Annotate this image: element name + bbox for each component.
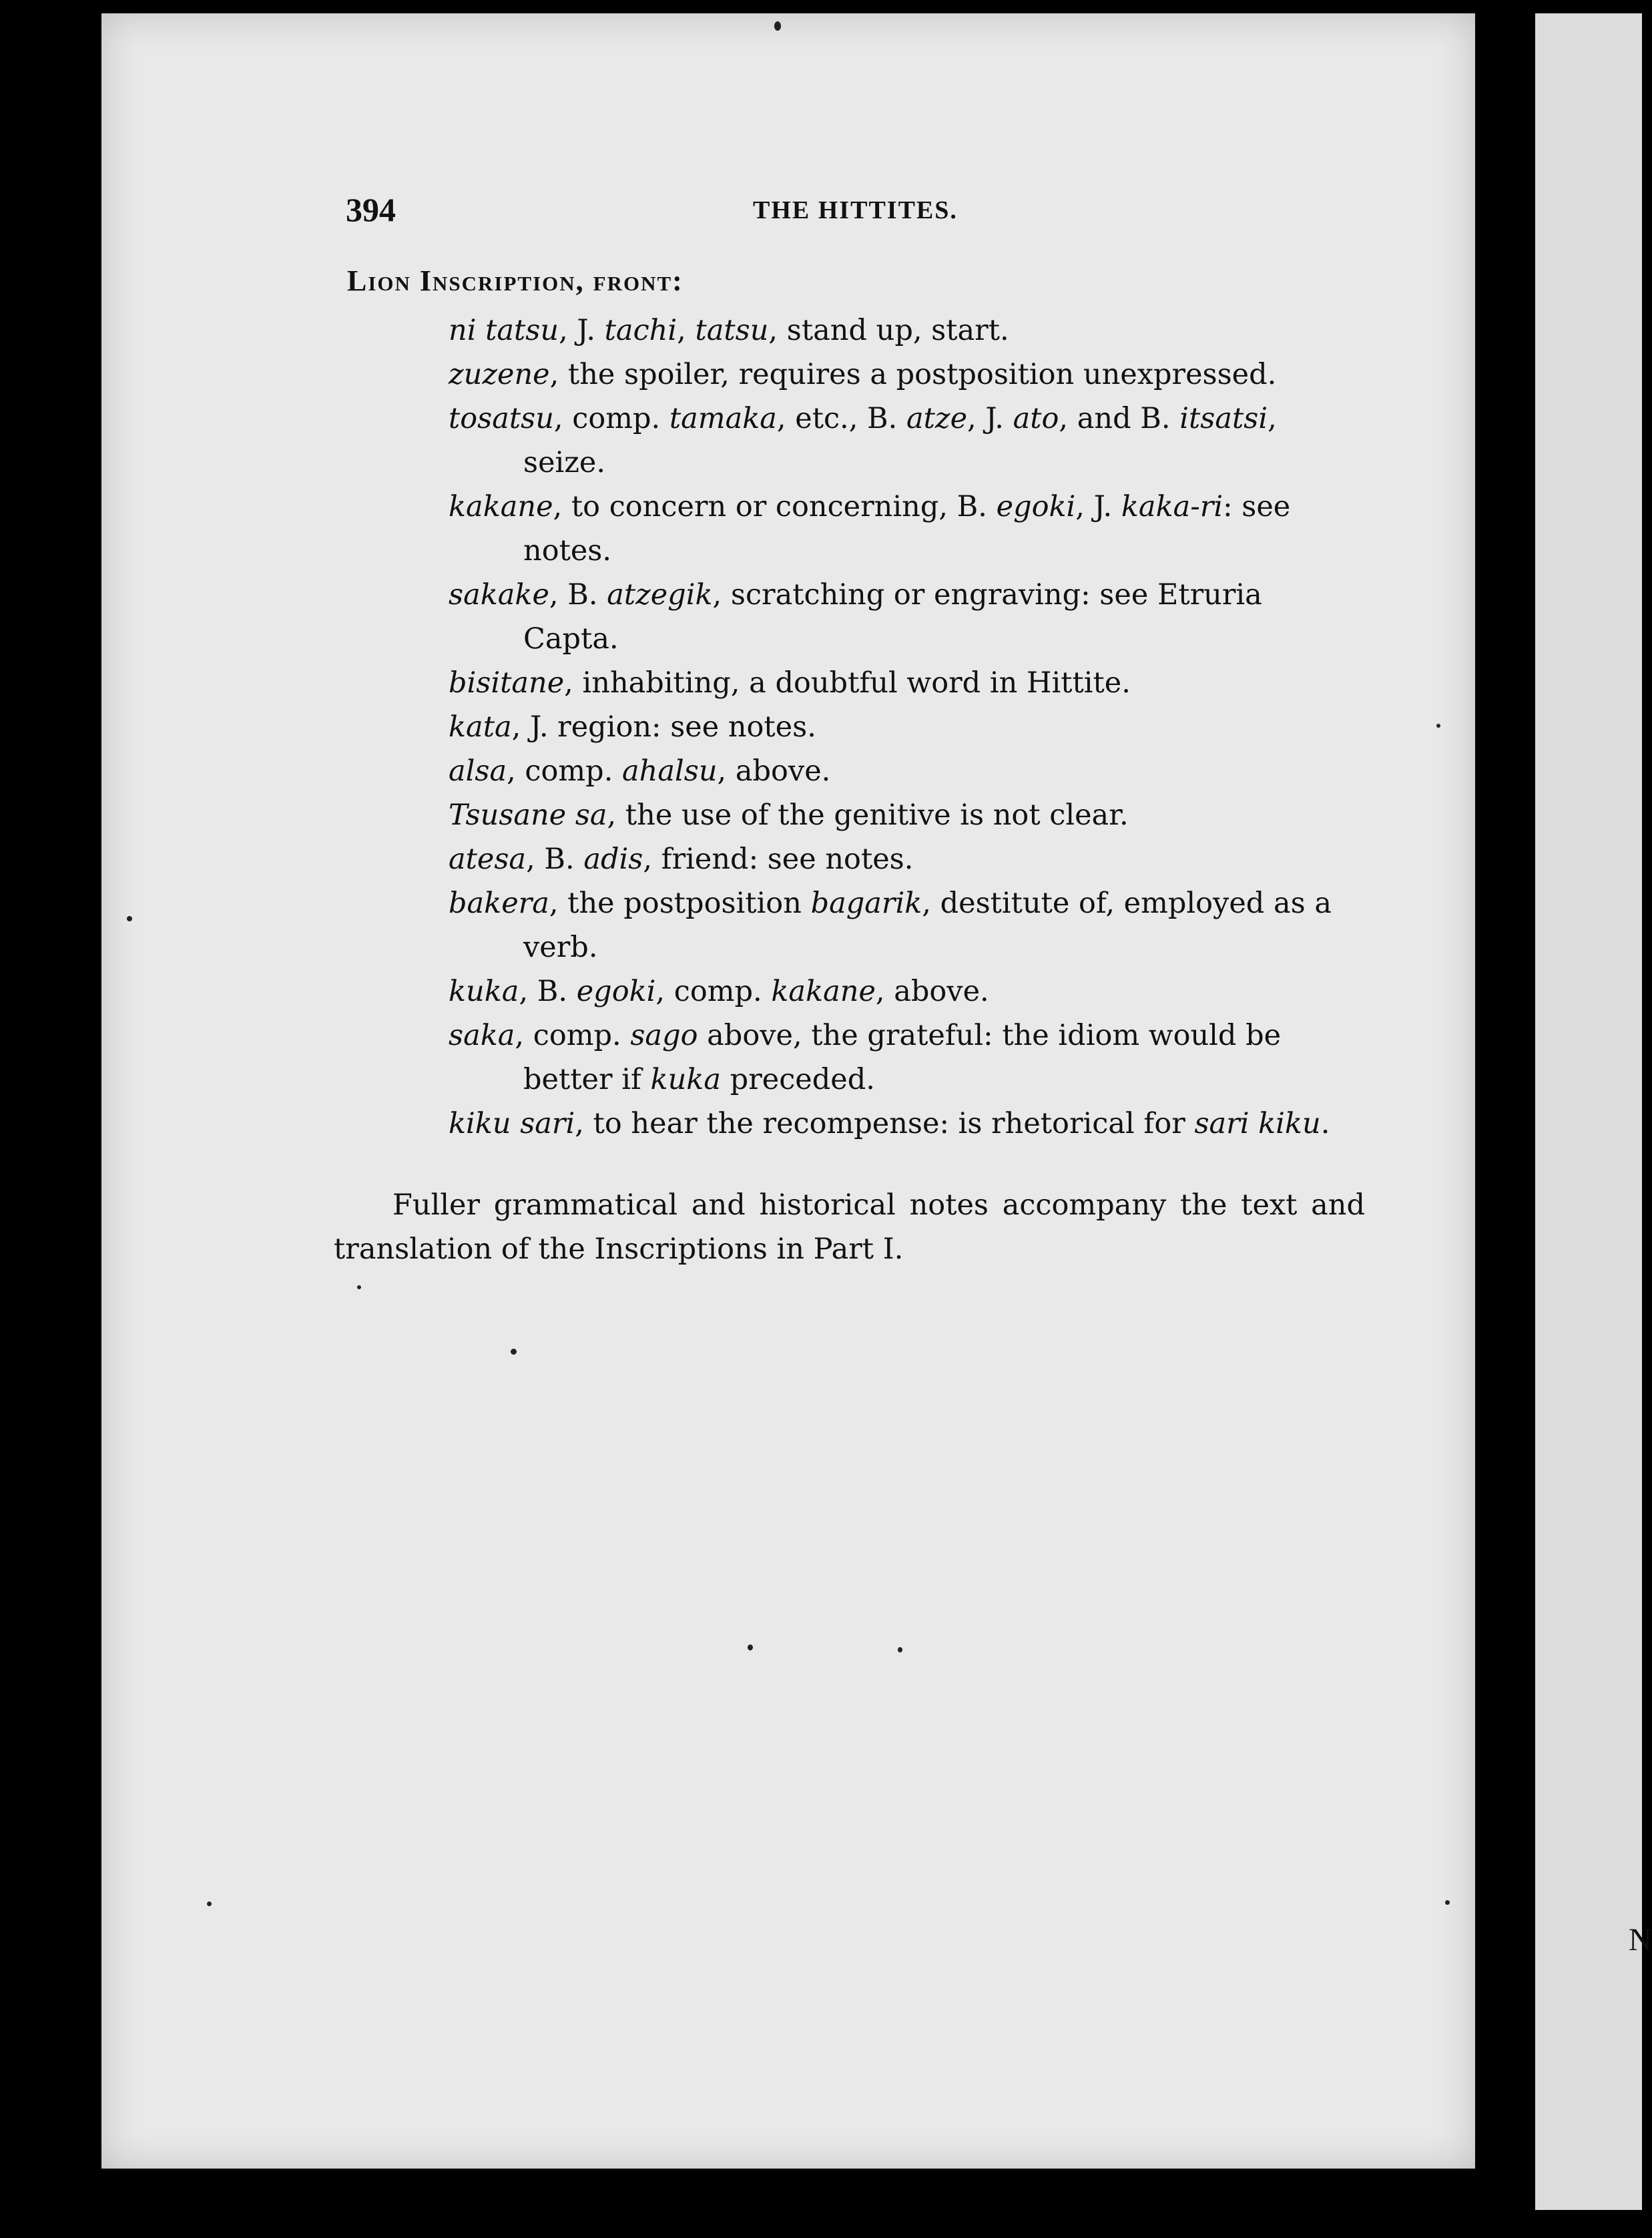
section-heading: Lion Inscription, front: [347, 264, 683, 297]
entry-gloss-text: , J. [967, 402, 1013, 435]
entry-cited-form: adis [583, 843, 643, 876]
entry-headword: alsa [449, 754, 507, 788]
entry-gloss-text: , comp. [655, 975, 772, 1008]
entry-cited-form: kaka-ri [1121, 490, 1223, 523]
entry-cited-form: sago [630, 1019, 698, 1052]
entry-cited-form: ato [1013, 402, 1059, 435]
adjacent-page-letter: N [1629, 1922, 1652, 1958]
entry-gloss-text: , comp. [515, 1019, 631, 1052]
scan-speck [898, 1647, 902, 1652]
entry-cited-form: itsatsi [1179, 402, 1268, 435]
glossary-entry [449, 881, 1363, 969]
entry-cited-form: tatsu [695, 314, 769, 347]
entry-cited-form: kuka [650, 1063, 721, 1096]
glossary-entry [449, 661, 1363, 705]
entry-headword: Tsusane sa [449, 799, 607, 832]
glossary-entry [449, 749, 1363, 793]
entry-gloss-text: above, the grateful: the idiom would be better if [523, 1019, 1282, 1096]
entry-gloss-text: , comp. [553, 402, 669, 435]
entry-headword: kiku sari [449, 1107, 575, 1140]
entry-headword: kuka [449, 975, 519, 1008]
scan-speck [357, 1285, 361, 1289]
entry-headword: ni tatsu [449, 314, 559, 347]
entry-gloss-text: , the spoiler, requires a postposition unexpressed. [549, 358, 1277, 391]
entry-headword: kata [449, 710, 512, 744]
entry-gloss-text: , scratching or engraving: see Etruria Capta. [523, 578, 1262, 656]
scan-speck [1436, 724, 1440, 728]
entry-gloss-text: . [1320, 1107, 1330, 1140]
scan-speck [511, 1349, 517, 1355]
scan-speck [748, 1644, 753, 1650]
entry-headword: atesa [449, 843, 527, 876]
scan-speck [774, 21, 781, 31]
entry-headword: tosatsu [449, 402, 554, 435]
running-title: THE HITTITES. [753, 196, 958, 224]
entry-headword: bisitane [449, 666, 565, 700]
entry-gloss-text: , J. [1075, 490, 1121, 523]
entry-gloss-text: , comp. [507, 754, 623, 788]
entry-gloss-text: , above. [717, 754, 831, 788]
entry-cited-form: egoki [996, 490, 1076, 523]
entry-cited-form: egoki [576, 975, 656, 1008]
entry-cited-form: atze [906, 402, 968, 435]
entry-gloss-text: , and B. [1059, 402, 1180, 435]
entry-headword: sakake [449, 578, 549, 612]
scan-speck [1445, 1900, 1450, 1905]
entry-cited-form: ahalsu [622, 754, 718, 788]
glossary-entry [449, 705, 1363, 749]
entry-gloss-text: , to hear the recompense: is rhetorical for [575, 1107, 1195, 1140]
scan-speck [207, 1901, 212, 1906]
entry-cited-form: tamaka [669, 402, 777, 435]
entry-cited-form: bagarik [810, 887, 922, 920]
closing-paragraph: Fuller grammatical and historical notes accompany the text and translation of the Inscriptions in Part I. [334, 1188, 1365, 1266]
glossary-entry [449, 573, 1363, 661]
glossary-entry [449, 1014, 1363, 1102]
entry-gloss-text: , friend: see notes. [643, 843, 914, 876]
entry-gloss-text: , J. region: see notes. [511, 710, 816, 744]
entry-headword: saka [449, 1019, 515, 1052]
entry-gloss-text: , above. [875, 975, 989, 1008]
entry-gloss-text: , B. [519, 975, 577, 1008]
entry-gloss-text: , B. [526, 843, 584, 876]
entry-gloss-text: , stand up, start. [768, 314, 1009, 347]
entry-gloss-text: , to concern or concerning, B. [553, 490, 997, 523]
glossary-entry [449, 485, 1363, 573]
entry-gloss-text: : see notes. [523, 490, 1291, 568]
entry-gloss-text: , [677, 314, 696, 347]
entry-headword: bakera [449, 887, 549, 920]
entry-gloss-text: , inhabiting, a doubtful word in Hittite. [564, 666, 1131, 700]
entry-headword: zuzene [449, 358, 550, 391]
entry-cited-form: atzegik [607, 578, 713, 612]
glossary-entry [449, 308, 1363, 353]
entry-cited-form: kakane [771, 975, 876, 1008]
entry-cited-form: tachi [604, 314, 677, 347]
glossary-entry [449, 837, 1363, 881]
entry-gloss-text: , the use of the genitive is not clear. [607, 799, 1129, 832]
entry-gloss-text: , the postposition [549, 887, 811, 920]
page-header [346, 190, 1360, 237]
glossary-entry [449, 1102, 1363, 1146]
entry-gloss-text: , seize. [523, 402, 1277, 479]
entry-gloss-text: , J. [559, 314, 605, 347]
glossary-list [449, 308, 1363, 1146]
entry-gloss-text: preceded. [721, 1063, 875, 1096]
glossary-entry [449, 969, 1363, 1014]
entry-gloss-text: , etc., B. [776, 402, 906, 435]
entry-gloss-text: , B. [549, 578, 607, 612]
glossary-entry [449, 793, 1363, 837]
page-number: 394 [346, 191, 396, 228]
entry-headword: kakane [449, 490, 553, 523]
glossary-entry [449, 397, 1363, 485]
glossary-entry [449, 353, 1363, 397]
entry-gloss-text: , destitute of, employed as a verb. [523, 887, 1332, 964]
entry-cited-form: sari kiku [1194, 1107, 1321, 1140]
scan-speck [127, 916, 132, 921]
adjacent-page-edge [1535, 13, 1642, 2210]
